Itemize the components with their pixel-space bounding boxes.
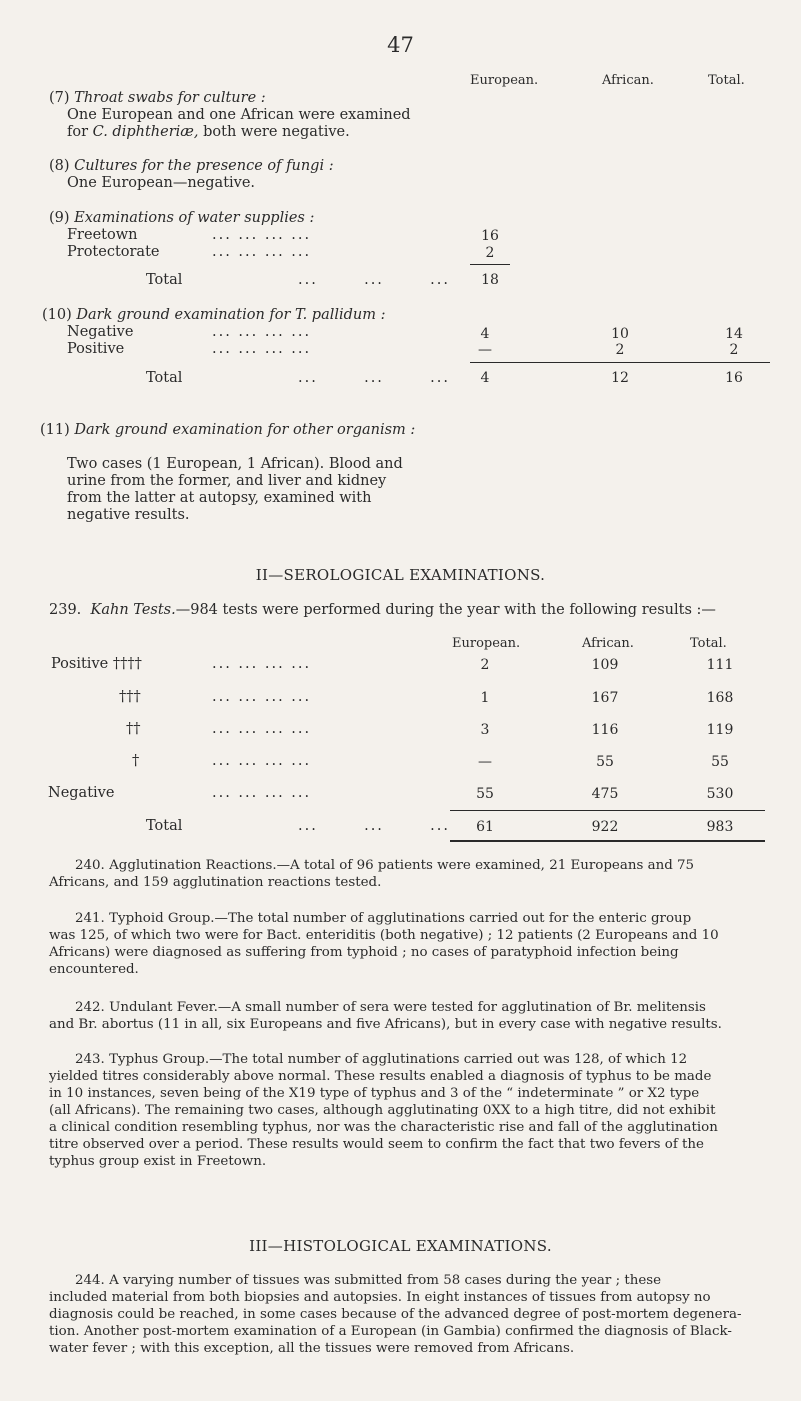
kahn-total: 168 xyxy=(706,690,734,706)
item8-number: (8) xyxy=(49,158,70,174)
item10-heading xyxy=(42,307,386,324)
item11-line: Two cases (1 European, 1 African). Blood and xyxy=(67,456,403,472)
item7-body-line1: One European and one African were examined xyxy=(67,107,411,123)
kahn-european: 55 xyxy=(476,786,494,802)
item9-title: Examinations of water supplies : xyxy=(74,210,315,226)
leader-dots: ... ... ... ... xyxy=(212,689,312,705)
item8-body: One European—negative. xyxy=(67,175,256,191)
leader-dots: ... ... ... ... xyxy=(212,785,312,801)
leader-dots: ... ... ... ... xyxy=(212,244,312,260)
item9-heading xyxy=(49,210,314,227)
kahn-european: 2 xyxy=(480,657,490,673)
item9-row-label: Protectorate xyxy=(67,244,160,260)
kahn-total: 530 xyxy=(706,786,734,802)
item10-total-value: 2 xyxy=(729,342,739,358)
item10-number: (10) xyxy=(42,307,72,323)
item10-total-total: 16 xyxy=(725,370,743,386)
kahn-african: 167 xyxy=(591,690,619,706)
item9-total-rule xyxy=(470,264,510,265)
kahn-header-european: European. xyxy=(452,636,521,651)
col-header-european: European. xyxy=(470,73,539,88)
item8-title: Cultures for the presence of fungi : xyxy=(74,158,334,174)
item10-african-value: 10 xyxy=(611,326,629,342)
kahn-header-total: Total. xyxy=(690,636,727,651)
item10-african-value: 2 xyxy=(615,342,625,358)
leader-dots: ... ... ... ... xyxy=(212,656,312,672)
item7-number: (7) xyxy=(49,90,70,106)
item11-line: urine from the former, and liver and kidney xyxy=(67,473,387,489)
item11-number: (11) xyxy=(40,422,70,438)
item9-number: (9) xyxy=(49,210,70,226)
kahn-row-marks: † xyxy=(132,753,140,769)
item9-row-label: Freetown xyxy=(67,227,138,243)
section-ii-heading: II—SEROLOGICAL EXAMINATIONS. xyxy=(255,566,546,584)
item7-body-line2: for C. diphtheriæ, both were negative. xyxy=(67,124,350,140)
kahn-header-african: African. xyxy=(582,636,634,651)
item10-row-label: Negative xyxy=(67,324,134,340)
kahn-total-total: 983 xyxy=(706,819,734,835)
para243: 243. Typhus Group.—The total number of agglutinations carried out was 128, of which 12 yielded titres considerably above normal. These results enabled a diagnosis of typhus to be made in 10 instances, seven being of the X19 type of typhus and 3 of the “ indeterminate ” or X2 type (all Africans). The remaining two cases, although agglutinating 0XX to a high titre, did not exhibit a clinical condition resembling typhus, nor was the characteristic rise and fall of the agglutination titre observed over a period. These results would seem to confirm the fact that two fevers of the typhus group exist in Freetown. xyxy=(49,1052,718,1169)
leader-dots: ... ... ... xyxy=(298,272,451,288)
kahn-european: 3 xyxy=(480,722,490,738)
item10-total-european: 4 xyxy=(480,370,490,386)
col-header-african: African. xyxy=(602,73,654,88)
item7-title: Throat swabs for culture : xyxy=(74,90,266,106)
leader-dots: ... ... ... ... xyxy=(212,324,312,340)
kahn-total: 55 xyxy=(711,754,729,770)
para240: 240. Agglutination Reactions.—A total of 96 patients were examined, 21 Europeans and 75 Africans, and 159 agglutination reactions tested. xyxy=(49,858,695,890)
kahn-row-marks: †† xyxy=(126,721,141,737)
kahn-total-african: 922 xyxy=(591,819,619,835)
leader-dots: ... ... ... xyxy=(298,818,451,834)
item9-european-value: 16 xyxy=(481,228,499,244)
item10-total-label: Total xyxy=(146,370,183,386)
item9-total-european: 18 xyxy=(481,272,499,288)
kahn-european: 1 xyxy=(480,690,490,706)
para241: 241. Typhoid Group.—The total number of agglutinations carried out for the enteric group was 125, of which two were for Bact. enteriditis (both negative) ; 12 patients (2 Europeans and 10 Africans) were diagnosed as suffering from typhoid ; no cases of paratyphoid infection being encountered. xyxy=(49,911,719,977)
para242: 242. Undulant Fever.—A small number of sera were tested for agglutination of Br. melitensis and Br. abortus (11 in all, six Europeans and five Africans), but in every case with negative results. xyxy=(49,1000,722,1032)
page-number: 47 xyxy=(387,33,414,57)
leader-dots: ... ... ... ... xyxy=(212,721,312,737)
item10-total-value: 14 xyxy=(725,326,743,342)
leader-dots: ... ... ... xyxy=(298,370,451,386)
leader-dots: ... ... ... ... xyxy=(212,341,312,357)
kahn-total: 119 xyxy=(706,722,734,738)
item10-european-value: 4 xyxy=(480,326,490,342)
item11-line: from the latter at autopsy, examined with xyxy=(67,490,372,506)
para239: 239. Kahn Tests.—984 tests were performed during the year with the following results :— xyxy=(49,602,716,618)
kahn-african: 475 xyxy=(591,786,619,802)
item11-line: negative results. xyxy=(67,507,190,523)
kahn-total-label: Total xyxy=(146,818,183,834)
col-header-total: Total. xyxy=(708,73,745,88)
item8-heading xyxy=(49,158,334,175)
item9-total-label: Total xyxy=(146,272,183,288)
kahn-total: 111 xyxy=(706,657,734,673)
item10-title: Dark ground examination for T. pallidum : xyxy=(76,307,386,323)
kahn-african: 55 xyxy=(596,754,614,770)
kahn-bottom-rule xyxy=(450,840,765,842)
leader-dots: ... ... ... ... xyxy=(212,753,312,769)
kahn-total-rule xyxy=(450,810,765,811)
kahn-european: — xyxy=(478,754,492,770)
item11-title: Dark ground examination for other organism : xyxy=(74,422,416,438)
kahn-african: 109 xyxy=(591,657,619,673)
item9-european-value: 2 xyxy=(485,245,495,261)
para244: 244. A varying number of tissues was submitted from 58 cases during the year ; these included material from both biopsies and autopsies. In eight instances of tissues from autopsy no diagnosis could be reached, in some cases because of the advanced degree of post-mortem degenera- tion. Another post-mortem examination of a European (in Gambia) confirmed the diagnosis of Black- water fever ; with this exception, all the tissues were removed from Africans. xyxy=(49,1273,742,1356)
kahn-row-label: Positive †††† xyxy=(51,656,142,672)
item10-total-african: 12 xyxy=(611,370,629,386)
kahn-row-marks: ††† xyxy=(119,689,141,705)
item11-heading xyxy=(40,422,415,439)
kahn-row-label: Negative xyxy=(48,785,115,801)
kahn-african: 116 xyxy=(591,722,619,738)
item7-heading xyxy=(49,90,266,107)
item10-total-rule xyxy=(470,362,770,363)
item10-european-value: — xyxy=(478,342,492,358)
section-iii-heading: III—HISTOLOGICAL EXAMINATIONS. xyxy=(249,1237,552,1255)
kahn-total-european: 61 xyxy=(476,819,494,835)
leader-dots: ... ... ... ... xyxy=(212,227,312,243)
item10-row-label: Positive xyxy=(67,341,125,357)
